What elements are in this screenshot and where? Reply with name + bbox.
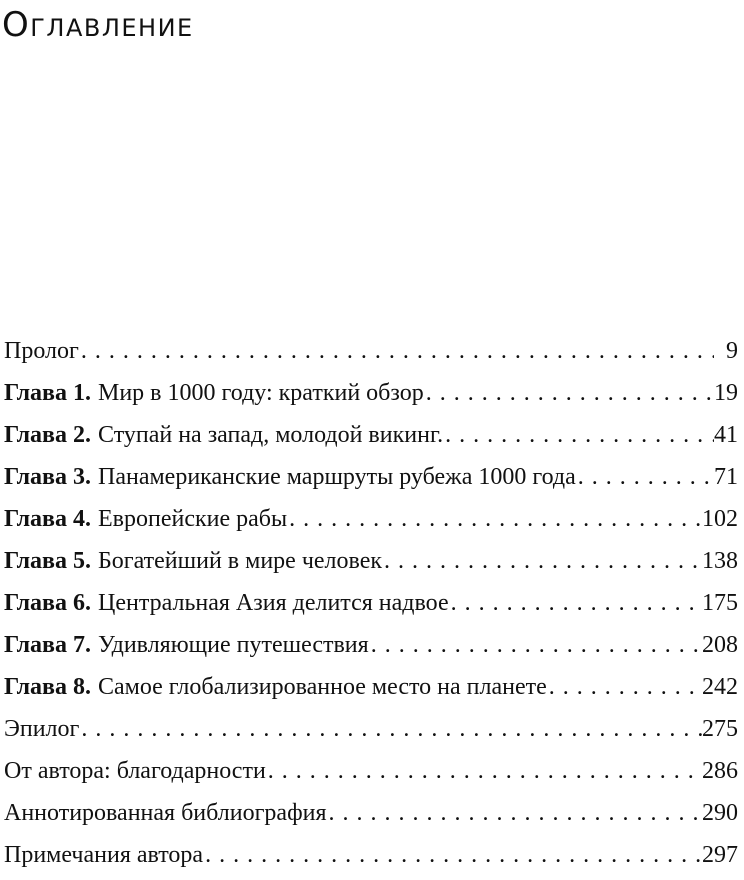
toc-entry-title: Европейские рабы (98, 506, 288, 532)
toc-entry-label (4, 372, 424, 414)
toc-entry-title: Центральная Азия делится надвое (98, 590, 449, 616)
toc-entry-page: 138 (702, 548, 738, 574)
toc-entry-label (4, 750, 266, 792)
toc-dot-leader (327, 792, 703, 834)
toc-dot-leader (449, 582, 702, 624)
toc-entry-chapter: Глава 3. (4, 464, 91, 490)
toc-entry-label (4, 666, 547, 708)
toc-entry-chapter: Глава 5. (4, 548, 91, 574)
toc-entry-acknowledgements[interactable] (4, 750, 738, 792)
toc-entry-page: 242 (702, 674, 738, 700)
toc-entry-title: Пролог (4, 338, 79, 364)
toc-entry-chapter: Глава 1. (4, 380, 91, 406)
toc-entry-page: 9 (726, 338, 738, 364)
toc-entry-epilogue[interactable] (4, 708, 738, 750)
toc-entry-title: Аннотированная библиография (4, 800, 327, 826)
toc-entry-page: 41 (714, 422, 738, 448)
toc-dot-leader (576, 456, 714, 498)
toc-entry-title: От автора: благодарности (4, 758, 266, 784)
toc-entry-chapter: Глава 2. (4, 422, 91, 448)
toc-dot-leader (203, 834, 702, 876)
toc-entry-title: Примечания автора (4, 842, 204, 868)
toc-entry-label (4, 498, 287, 540)
toc-entry-chapter: Глава 8. (4, 674, 91, 700)
toc-dot-leader (369, 624, 702, 666)
toc-dot-leader (547, 666, 702, 708)
toc-dot-leader (382, 540, 702, 582)
toc-entry-page: 275 (702, 716, 738, 742)
toc-entry-chapter-5[interactable] (4, 540, 738, 582)
toc-entry-title: Ступай на запад, молодой викинг. (98, 422, 444, 448)
toc-dot-leader (287, 498, 702, 540)
toc-entry-label (4, 624, 369, 666)
toc-entry-page: 102 (702, 506, 738, 532)
toc-entry-title: Самое глобализированное место на планете (98, 674, 547, 700)
page-title: Оглавление (2, 5, 194, 45)
toc-entry-label (4, 540, 382, 582)
toc-entry-label (4, 708, 79, 750)
toc-entry-notes[interactable] (4, 834, 738, 876)
toc-entry-bibliography[interactable] (4, 792, 738, 834)
toc-entry-label (4, 456, 576, 498)
toc-dot-leader (443, 414, 714, 456)
toc-entry-title: Панамериканские маршруты рубежа 1000 года (98, 464, 576, 490)
toc-dot-leader (79, 708, 702, 750)
toc-entry-chapter: Глава 6. (4, 590, 91, 616)
toc-entry-chapter-6[interactable] (4, 582, 738, 624)
toc-entry-title: Мир в 1000 году: краткий обзор (98, 380, 424, 406)
toc-entry-page: 290 (702, 800, 738, 826)
toc-entry-chapter-2[interactable] (4, 414, 738, 456)
toc-entry-chapter-8[interactable] (4, 666, 738, 708)
toc-dot-leader (79, 330, 714, 372)
toc-entry-title: Удивляющие путешествия (98, 632, 369, 658)
toc-entry-chapter-1[interactable] (4, 372, 738, 414)
toc-dot-leader (424, 372, 714, 414)
toc-entry-label (4, 834, 203, 876)
toc-entry-label (4, 414, 443, 456)
toc-entry-page: 297 (702, 842, 738, 868)
toc-entry-title: Эпилог (4, 716, 80, 742)
toc-entry-title: Богатейший в мире человек (98, 548, 383, 574)
toc-entry-page: 71 (714, 464, 738, 490)
toc-entry-page: 175 (702, 590, 738, 616)
toc-entry-prologue[interactable] (4, 330, 738, 372)
toc-dot-leader (266, 750, 702, 792)
toc-entry-label (4, 582, 449, 624)
toc-entry-page: 208 (702, 632, 738, 658)
toc-entry-chapter: Глава 4. (4, 506, 91, 532)
toc-entry-chapter-4[interactable] (4, 498, 738, 540)
toc-entry-chapter-7[interactable] (4, 624, 738, 666)
toc-entry-chapter-3[interactable] (4, 456, 738, 498)
toc-entry-label (4, 792, 327, 834)
toc-entry-page: 286 (702, 758, 738, 784)
table-of-contents (4, 330, 738, 876)
toc-entry-chapter: Глава 7. (4, 632, 91, 658)
toc-entry-label (4, 330, 79, 372)
toc-entry-page: 19 (714, 380, 738, 406)
